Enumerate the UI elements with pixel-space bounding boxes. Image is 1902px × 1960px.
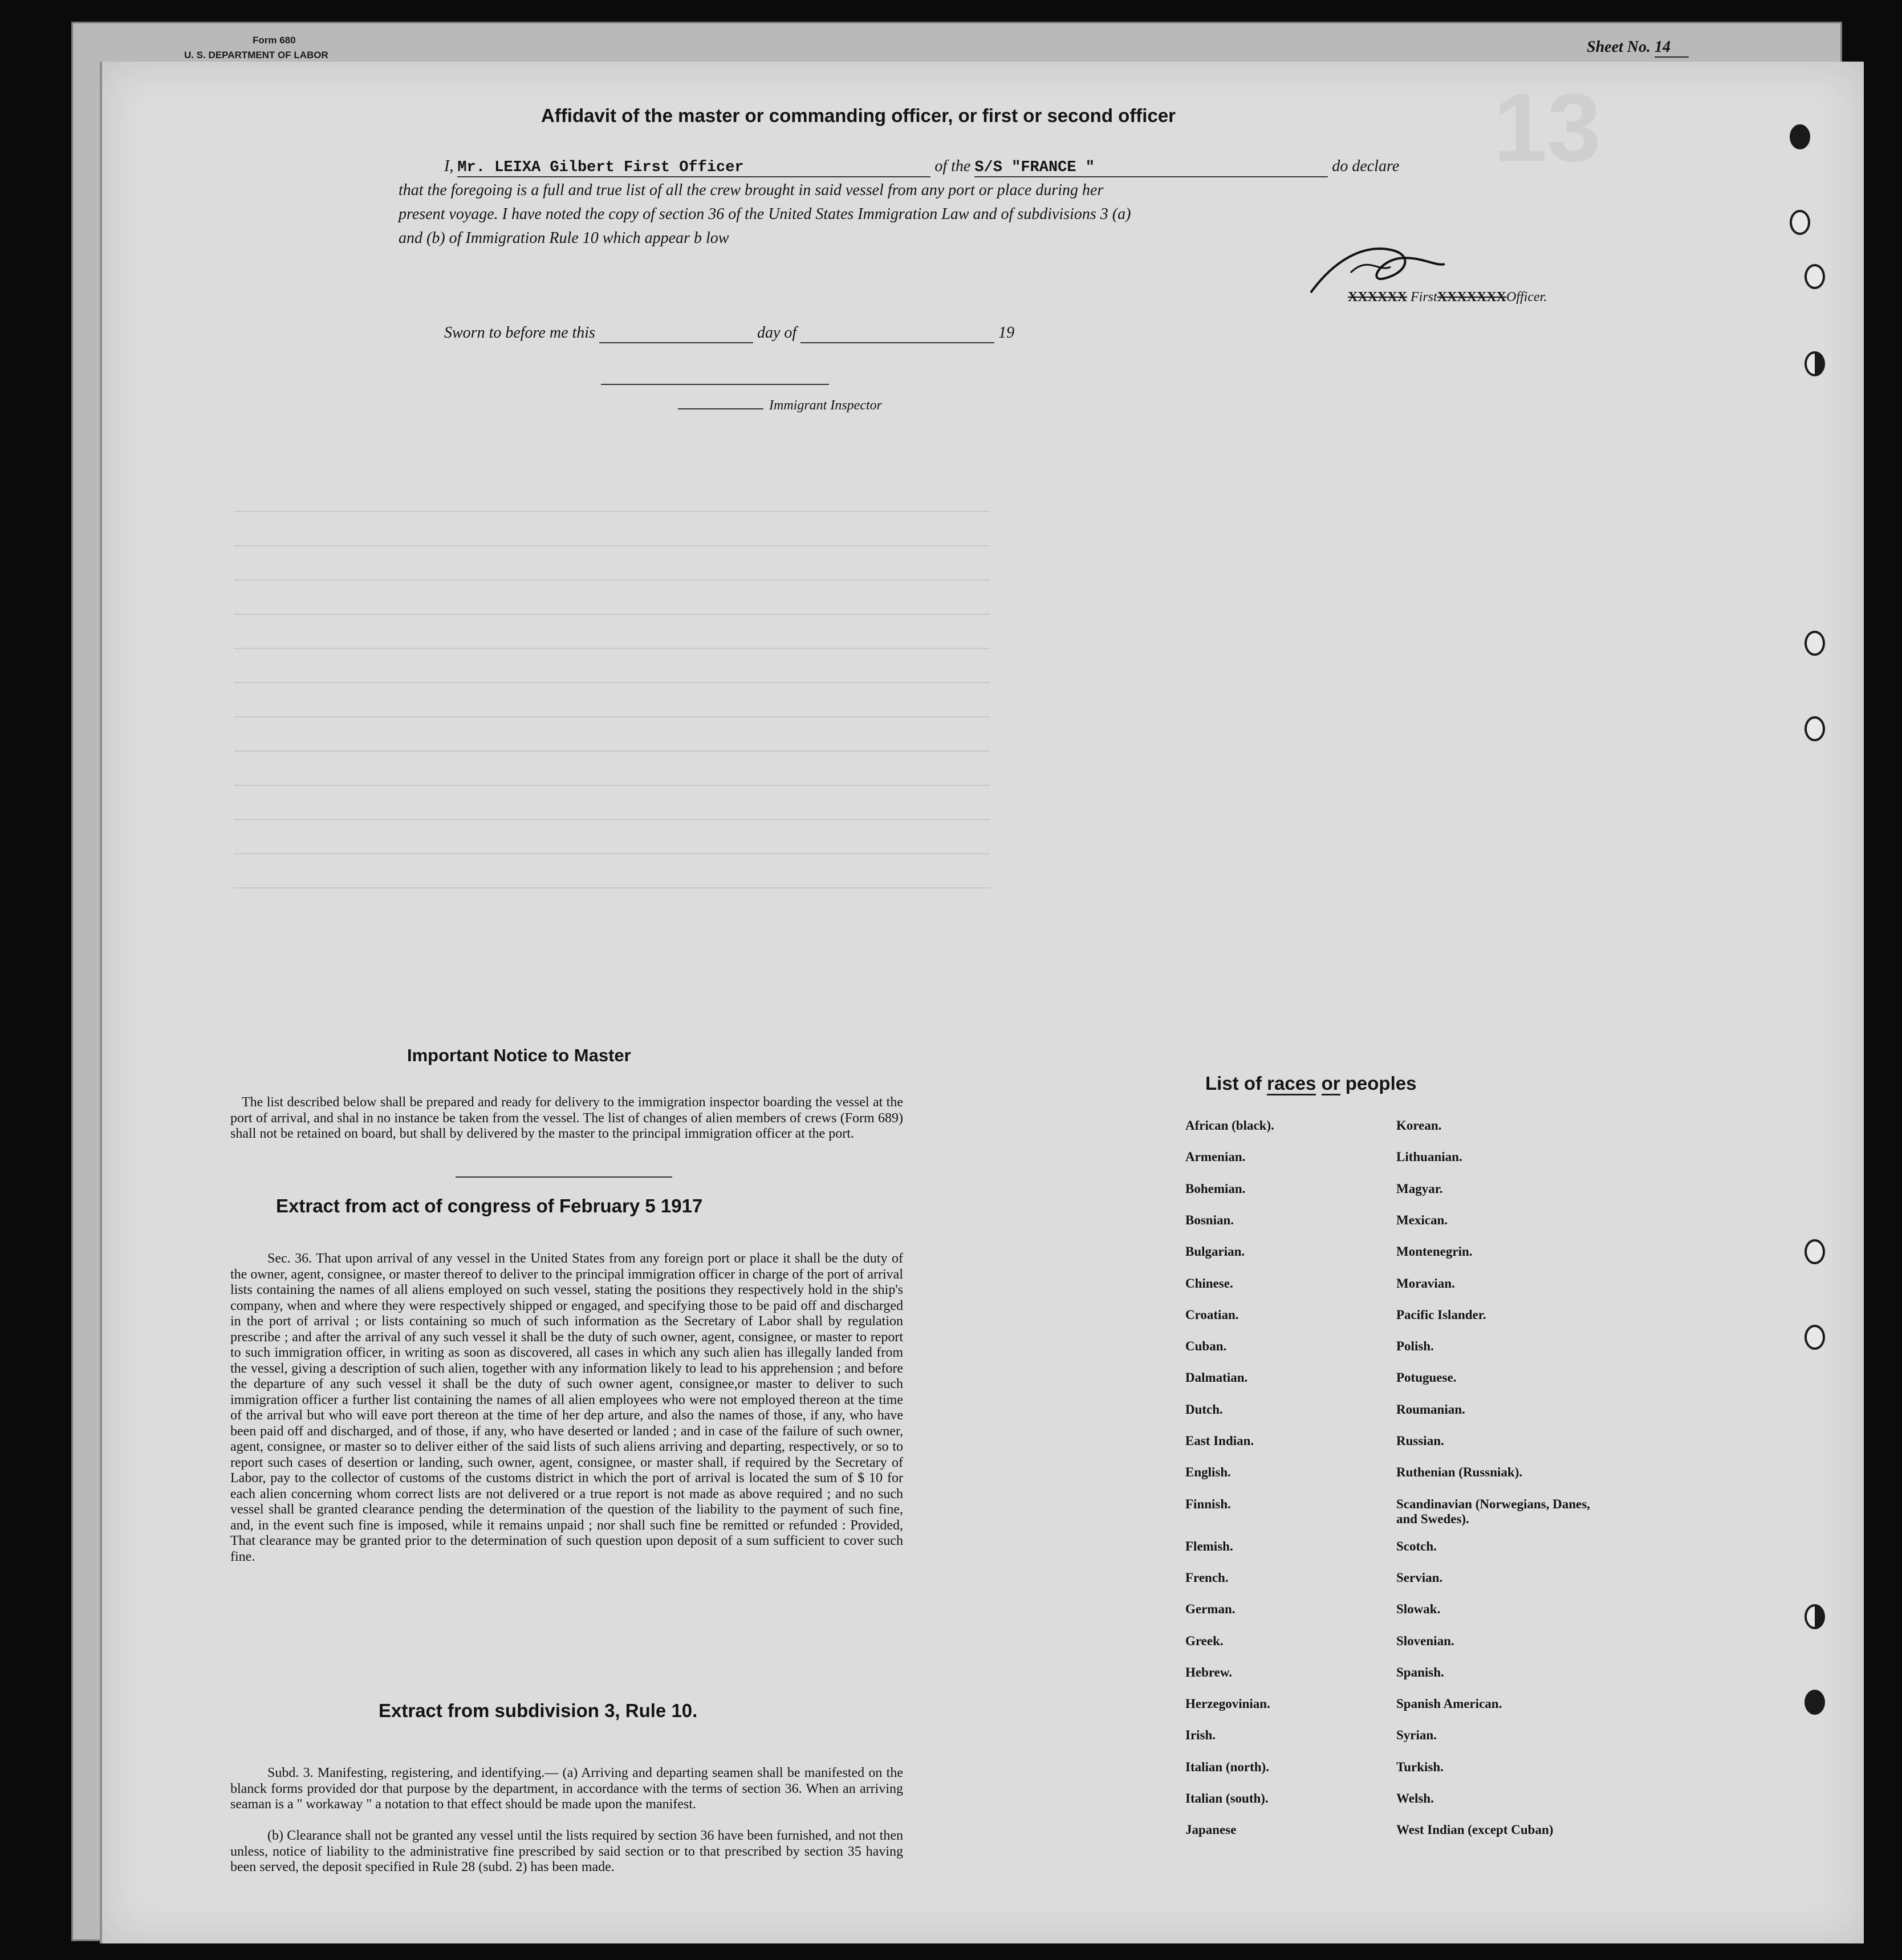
race-item: West Indian (except Cuban) [1396,1823,1554,1837]
sworn-line [444,324,1014,343]
binder-hole [1805,631,1825,656]
do-declare-label: do declare [1332,157,1400,175]
race-item: Irish. [1185,1728,1216,1743]
race-item: Bohemian. [1185,1181,1246,1196]
rule-extract-text-a: Subd. 3. Manifesting, registering, and identifying.— (a) Arriving and departing seamen shall be manifested on the blanck forms provided dor that purpose by the department, in accordance with the terms of section 36. When an arriving seaman is a " workaway " a notation to that effect should be made upon the manifest. [230,1766,903,1812]
race-item: Spanish American. [1396,1697,1502,1711]
race-item: Servian. [1396,1570,1443,1585]
race-item: Dutch. [1185,1402,1223,1417]
race-item: Mexican. [1396,1212,1448,1227]
rule-extract-title: Extract from subdivision 3, Rule 10. [379,1700,698,1721]
year-prefix: 19 [998,324,1015,342]
binder-hole [1790,210,1810,235]
race-item: Finnish. [1185,1496,1231,1511]
department-name: U. S. DEPARTMENT OF LABOR [184,50,328,60]
declaration-line-1 [444,157,1399,177]
sheet-number [1587,38,1689,58]
declarant-prefix: I, [444,157,454,175]
race-item: Turkish. [1396,1759,1444,1774]
race-item: English. [1185,1465,1231,1480]
signature-strike-2: XXXXXXX [1437,290,1507,305]
race-item: Polish. [1396,1339,1434,1354]
race-item: French. [1185,1570,1229,1585]
race-item: African (black). [1185,1118,1274,1133]
binder-hole [1805,1239,1825,1264]
race-item: Russian. [1396,1434,1444,1448]
races-title-part4: peoples [1345,1073,1417,1094]
binder-hole [1805,351,1825,376]
notice-title: Important Notice to Master [407,1045,631,1065]
race-item: Flemish. [1185,1539,1233,1553]
rule-extract-text-b: (b) Clearance shall not be granted any vessel until the lists required by section 36 have been furnished, and not then unless, notice of liability to the administrative fine prescribed by said section or to that prescribed by section 35 having been served, the deposit specified in Rule 28 (subd. 2) has been made. [230,1828,903,1874]
race-item: Italian (north). [1185,1759,1269,1774]
affidavit-title: Affidavit of the master or commanding officer, or first or second officer [541,105,1176,126]
sworn-label: Sworn to before me this [444,324,595,342]
notice-text: The list described below shall be prepared and ready for delivery to the immigration inspector boarding the vessel at the port of arrival, and shal in no instance be taken from the vessel. The list of changes of alien members of crews (Form 689) shall not be retained on board, but shall by delivered by the master to the principal immigration officer at the port. [230,1095,903,1141]
race-item: Korean. [1396,1118,1442,1133]
race-item: Roumanian. [1396,1402,1465,1417]
race-item: Potuguese. [1396,1370,1457,1385]
race-item: Bosnian. [1185,1212,1234,1227]
race-item: Japanese [1185,1823,1237,1837]
manifest-page [100,62,1864,1943]
race-item: Spanish. [1396,1665,1444,1679]
of-the-label: of the [934,157,971,175]
binder-hole [1805,1325,1825,1350]
race-item: Slovenian. [1396,1633,1454,1648]
vessel-field: S/S "FRANCE " [974,159,1328,177]
race-item: Greek. [1185,1633,1224,1648]
race-item: Croatian. [1185,1307,1239,1322]
binder-hole [1790,124,1810,149]
declaration-line-2: that the foregoing is a full and true list of all the crew brought in said vessel from any port or place during her [399,181,1104,199]
ghost-table: ───────────────────────────────────────────────────────────────────────────────────── ───────────────────────────────────────────────────────────────────────────────────── ───────────────────────────────────────────────────────────────────────────────────── ───────────────────────────────────────────────────────────────────────────────────── ───────────────────────────────────────────────────────────────────────────────────── ───────────────────────────────────────────────────────────────────────────────────── ───────────────────────────────────────────────────────────────────────────────────── ───────────────────────────────────────────────────────────────────────────────────── ───────────────────────────────────────────────────────────────────────────────────── ───────────────────────────────────────────────────────────────────────────────────── ───────────────────────────────────────────────────────────────────────────────────── ───────────────────────────────────────────────────────────────────────────────────── [234,504,990,897]
inspector-signature-line-2 [678,408,763,409]
ghost-mark: 13 [1493,74,1602,182]
race-item: Magyar. [1396,1181,1443,1196]
race-item: Slowak. [1396,1602,1441,1617]
race-item: East Indian. [1185,1434,1254,1448]
binder-hole [1805,1604,1825,1629]
declaration-line-3: present voyage. I have noted the copy of section 36 of the United States Immigration Law and of subdivisions 3 (a) [399,205,1131,223]
declaration-line-4: and (b) of Immigration Rule 10 which appear b low [399,229,729,247]
signature-officer: Officer. [1506,290,1547,305]
race-item: Cuban. [1185,1339,1227,1354]
race-item: Scotch. [1396,1539,1437,1553]
races-title-part2: races [1267,1073,1316,1095]
race-item: German. [1185,1602,1236,1617]
race-item: Lithuanian. [1396,1150,1462,1164]
inspector-label: Immigrant Inspector [769,398,882,413]
race-item: Italian (south). [1185,1791,1269,1805]
act-extract-title: Extract from act of congress of February 5 1917 [276,1195,703,1216]
race-item: Moravian. [1396,1276,1455,1291]
binder-hole [1805,716,1825,741]
race-item: Welsh. [1396,1791,1434,1805]
day-of-label: day of [757,324,797,342]
signature-first: First [1411,290,1437,305]
races-title-part1: List of [1205,1073,1262,1094]
binder-hole [1805,264,1825,289]
signature-line [1348,290,1547,305]
race-item: Chinese. [1185,1276,1233,1291]
race-item: Montenegrin. [1396,1244,1473,1259]
binder-hole [1805,1690,1825,1715]
declarant-field: Mr. LEIXA Gilbert First Officer [457,159,930,177]
race-item: Bulgarian. [1185,1244,1245,1259]
races-title [1205,1073,1416,1094]
signature-strike-1: XXXXXX [1348,290,1407,305]
race-item: Ruthenian (Russniak). [1396,1465,1523,1480]
race-item: Syrian. [1396,1728,1437,1743]
notice-divider [456,1176,672,1178]
race-item: Pacific Islander. [1396,1307,1486,1322]
act-extract-text: Sec. 36. That upon arrival of any vessel in the United States from any foreign port or place it shall be the duty of the owner, agent, consignee, or master thereof to deliver to the principal immigration officer in charge of the port of arrival lists containing the names of all aliens employed on such vessel, stating the positions they respectively hold in the ship's company, when and where they were respectively shipped or engaged, and specifying those to be paid off and discharged in the port of arrival ; or lists containing so much of such information as the Secretary of Labor shall by regulation prescribe ; and after the arrival of any such vessel it shall be the duty of such owner, agent, consignee, or master to report to such immigration officer, in writing as soon as discovered, all cases in which any such alien has illegally landed from the vessel, giving a description of such alien, together with any information likely to lead to his apprehension ; and before the departure of any such vessel it shall be the duty of such owner agent, consignee,or master to deliver to such immigration officer a further list containing the names of all alien employees who were not employed thereon at the time of the arrival but who will eave port thereon at the time of her dep arture, and also the names of those, if any, who have been paid off and discharged, and of those, if any, who have deserted or landed ; and in case of the failure of such owner, agent, consignee, or master so to deliver either of the said lists of such aliens arriving and departing, respectively, or so to report such cases of desertion or landing, such owner, agent, consignee, or master shall, if required by the Secretary of Labor, pay to the collector of customs of the customs district in which the port of arrival is located the sum of $ 10 for each alien concerning whom correct lists are not delivered or a true report is not made as above required ; and no such vessel shall be granted clearance pending the determination of the question of the liability to the payment of such fine, and, in the event such fine is imposed, while it remains unpaid ; nor shall such fine be remitted or refunded : Provided, That clearance may be granted prior to the determination of such question upon deposit of a sum sufficient to cover such fine. [230,1251,903,1564]
race-item: Armenian. [1185,1150,1246,1164]
form-number: Form 680 [253,35,296,46]
sheet-label: Sheet No. [1587,38,1651,56]
races-title-part3: or [1322,1073,1340,1095]
race-item: Scandinavian (Norwegians, Danes, and Swedes). [1396,1496,1590,1526]
inspector-signature-line [601,384,829,385]
sheet-value: 14 [1655,38,1689,58]
sworn-month-field [800,324,994,343]
race-item: Hebrew. [1185,1665,1232,1679]
race-item: Herzegovinian. [1185,1697,1270,1711]
race-item: Dalmatian. [1185,1370,1248,1385]
sworn-day-field [599,324,753,343]
